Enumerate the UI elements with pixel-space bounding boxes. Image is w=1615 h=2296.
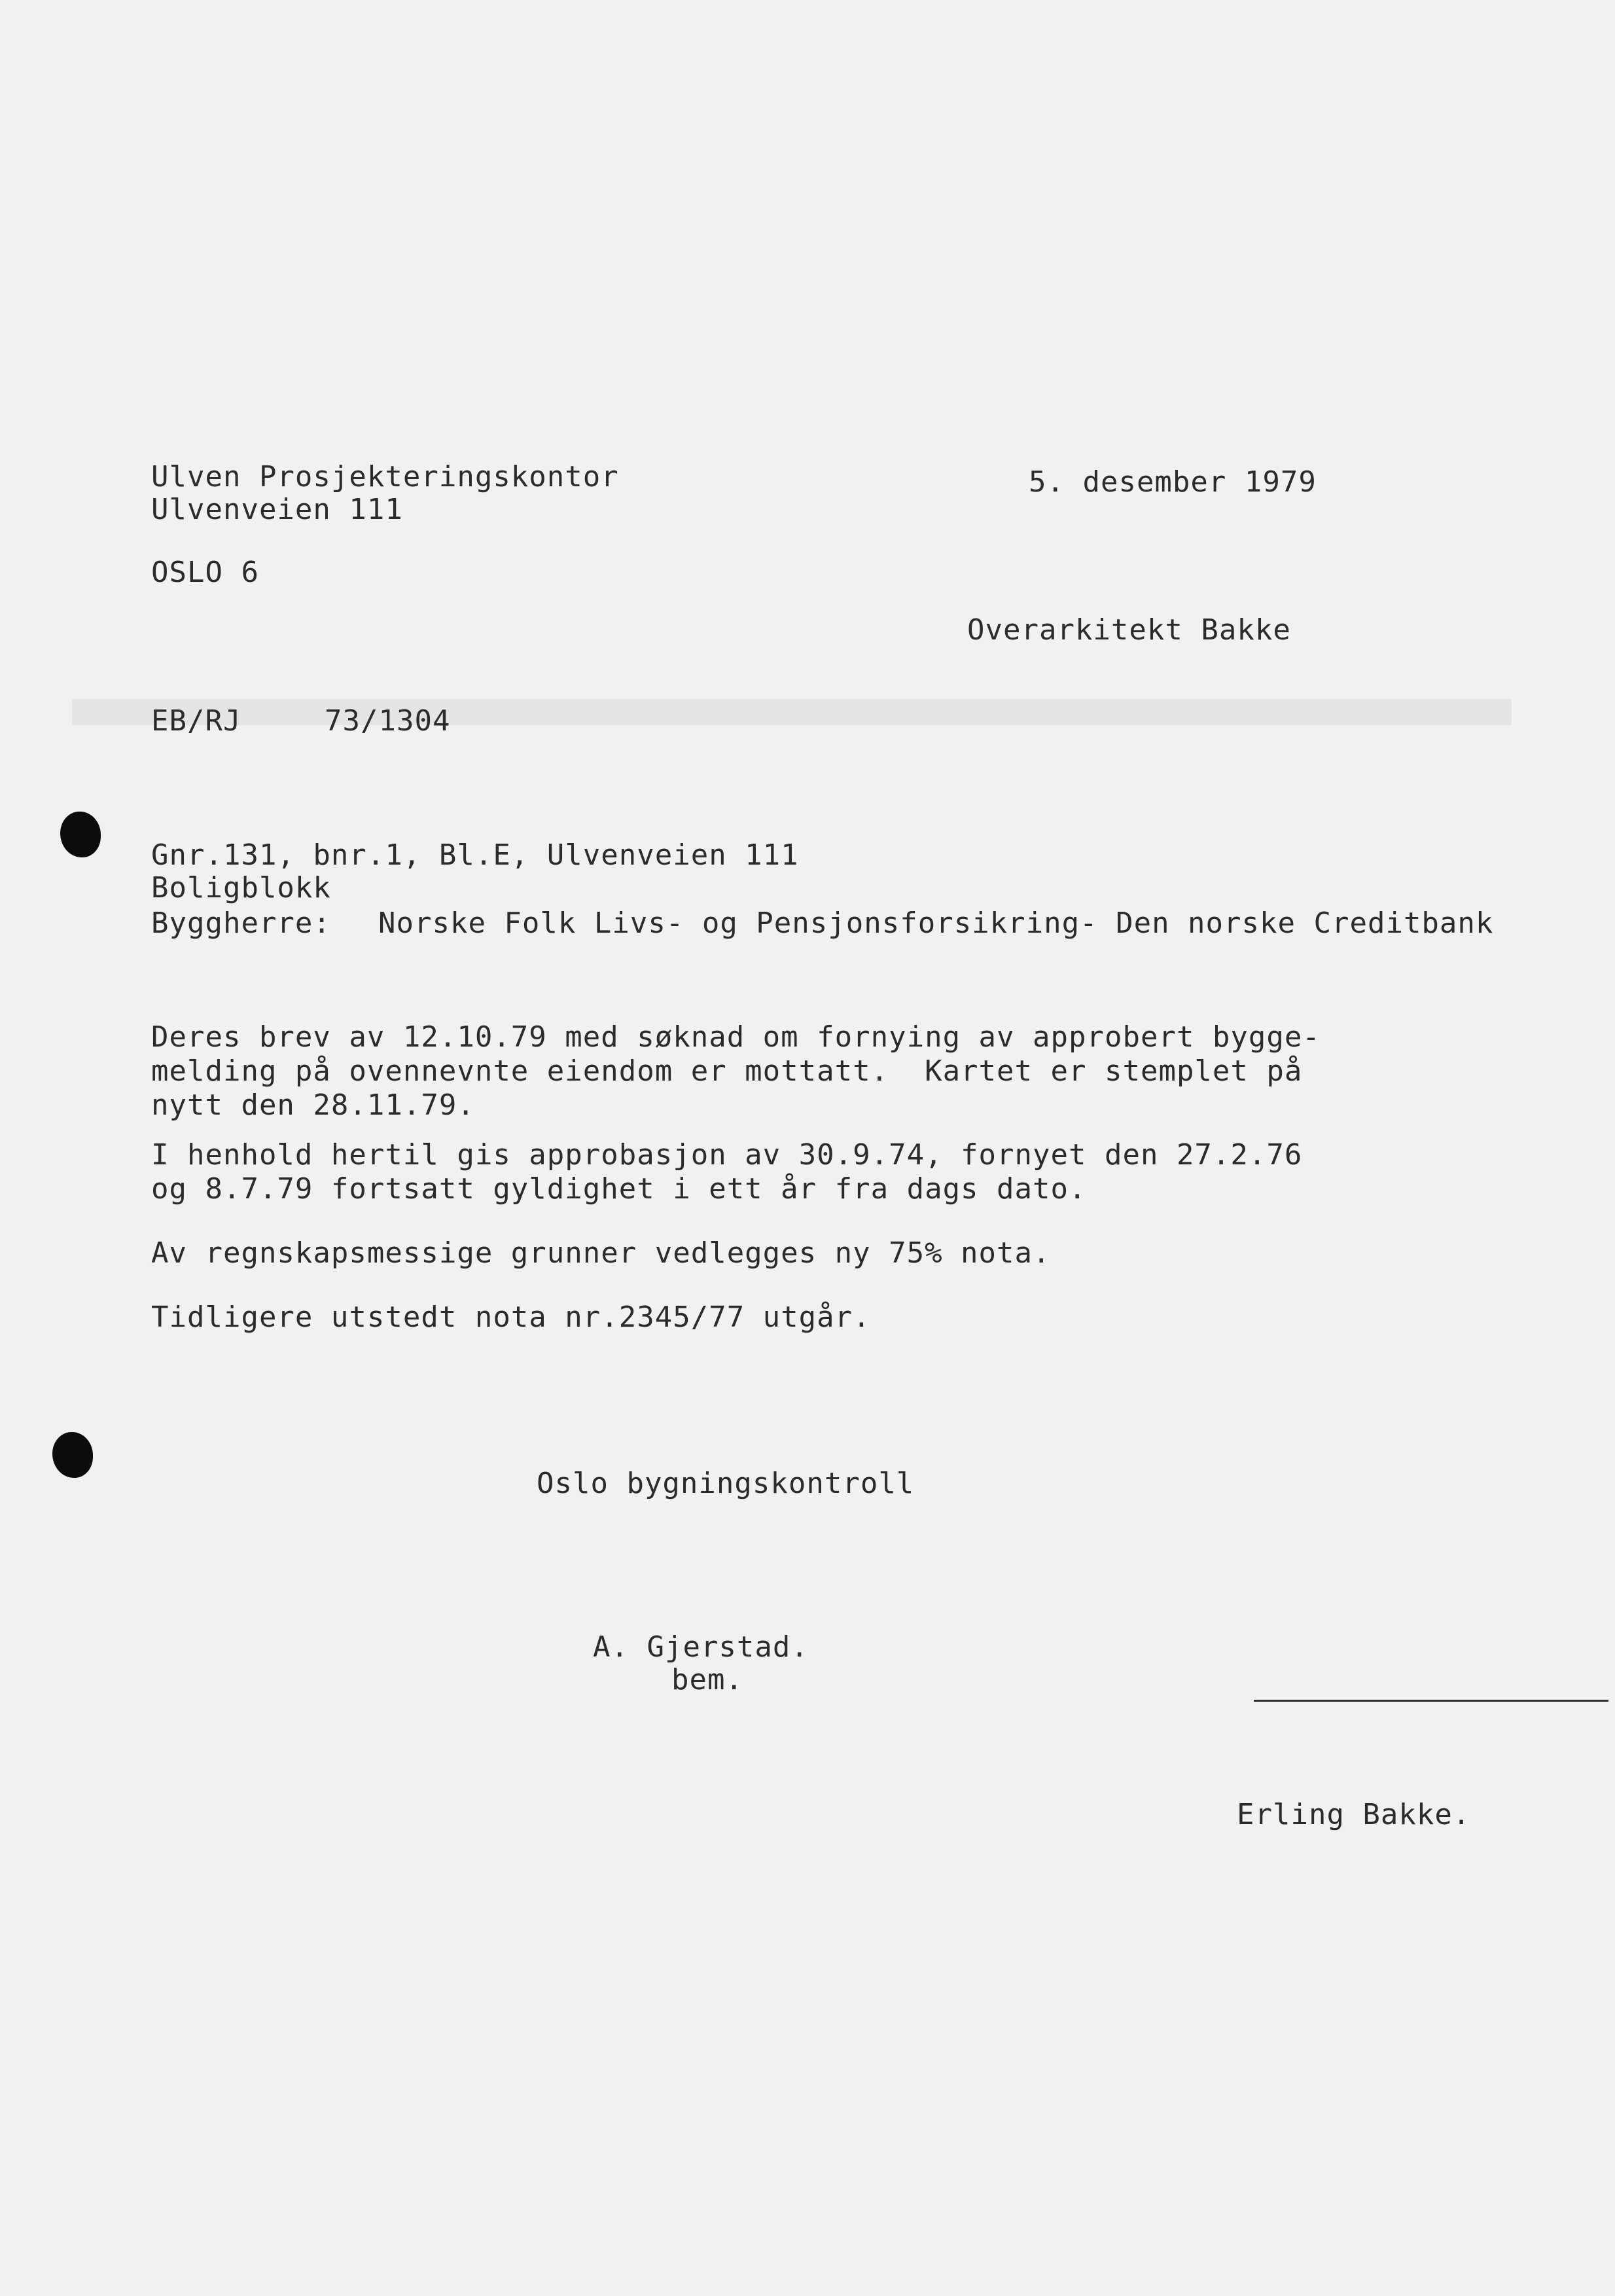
signatory-name: A. Gjerstad. — [593, 1630, 809, 1664]
body-p4: Tidligere utstedt nota nr.2345/77 utgår. — [151, 1300, 871, 1334]
reference-number: 73/1304 — [325, 704, 451, 738]
recipient-city: OSLO 6 — [151, 556, 259, 589]
second-signatory: Erling Bakke. — [1237, 1798, 1471, 1831]
signature-line — [1254, 1700, 1608, 1702]
subject-client-label: Byggherre: — [151, 906, 331, 940]
attention-line: Overarkitekt Bakke — [967, 613, 1291, 647]
punch-hole-bottom — [52, 1432, 93, 1478]
body-p3: Av regnskapsmessige grunner vedlegges ny 75% nota. — [151, 1236, 1051, 1270]
subject-property: Gnr.131, bnr.1, Bl.E, Ulvenveien 111 — [151, 838, 799, 872]
punch-hole-top — [60, 812, 101, 857]
body-p1-line2: melding på ovennevnte eiendom er mottatt. Kartet er stemplet på — [151, 1054, 1303, 1088]
body-p1-line1: Deres brev av 12.10.79 med søknad om fornying av approbert bygge- — [151, 1020, 1321, 1054]
recipient-name: Ulven Prosjekteringskontor — [151, 460, 619, 493]
recipient-street: Ulvenveien 111 — [151, 493, 403, 526]
subject-building-type: Boligblokk — [151, 871, 331, 905]
signatory-note: bem. — [671, 1663, 743, 1696]
body-p1-line3: nytt den 28.11.79. — [151, 1088, 475, 1122]
faded-text-bleed — [72, 699, 1512, 725]
reference-initials: EB/RJ — [151, 704, 241, 738]
body-p2-line1: I henhold hertil gis approbasjon av 30.9.74, fornyet den 27.2.76 — [151, 1138, 1303, 1172]
subject-client: Norske Folk Livs- og Pensjonsforsikring- Den norske Creditbank — [378, 906, 1494, 940]
letter-date: 5. desember 1979 — [1029, 465, 1317, 499]
body-p2-line2: og 8.7.79 fortsatt gyldighet i ett år fra dags dato. — [151, 1172, 1087, 1206]
sender-office: Oslo bygningskontroll — [537, 1467, 915, 1500]
